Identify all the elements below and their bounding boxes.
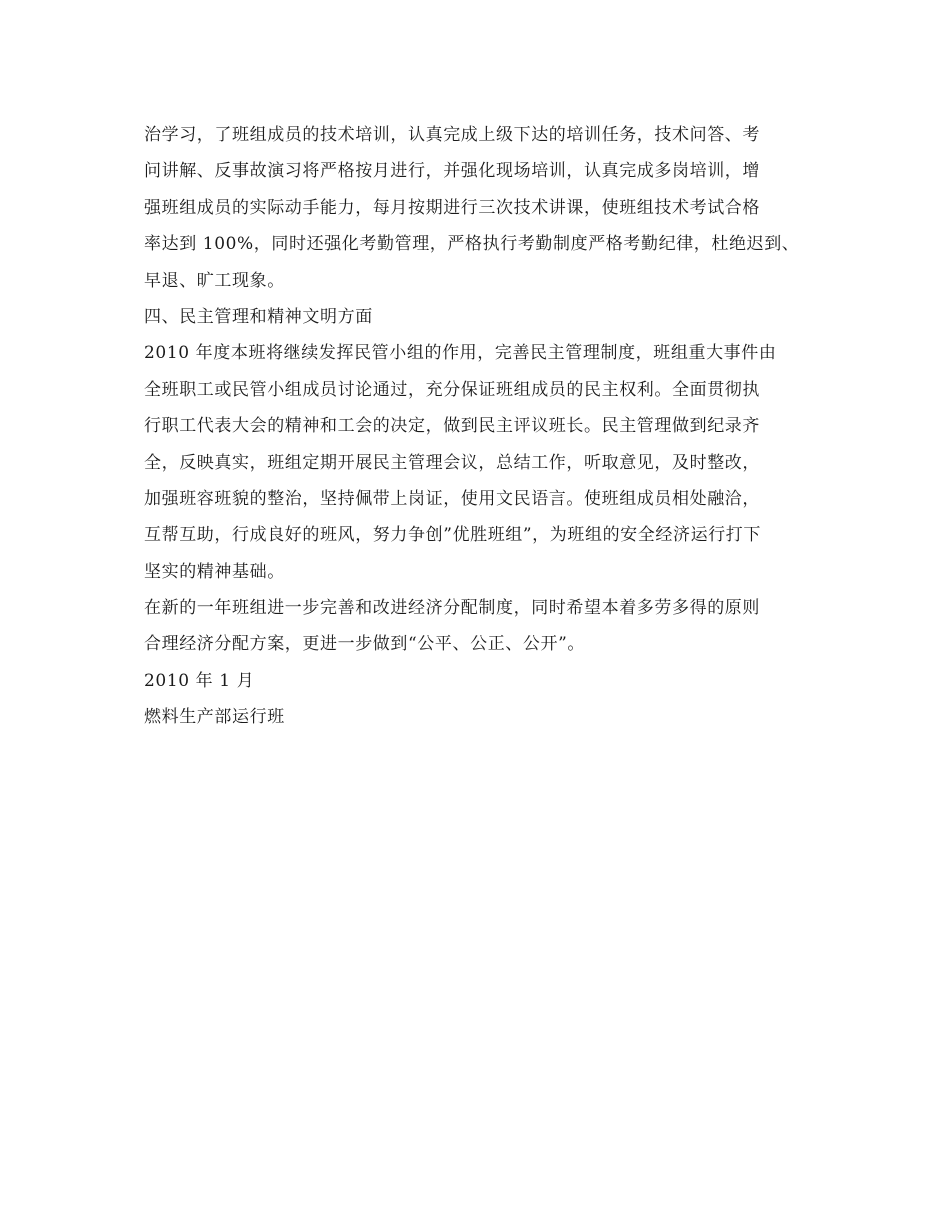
- document-signature: 燃料生产部运行班: [144, 707, 285, 728]
- paragraph-line: 治学习，了班组成员的技术培训，认真完成上级下达的培训任务，技术问答、考: [144, 125, 760, 145]
- paragraph-line: 2010 年度本班将继续发挥民管小组的作用，完善民主管理制度，班组重大事件由: [144, 343, 777, 364]
- paragraph-line: 行职工代表大会的精神和工会的决定，做到民主评议班长。民主管理做到纪录齐: [144, 416, 760, 437]
- paragraph-line: 强班组成员的实际动手能力，每月按期进行三次技术讲课，使班组技术考试合格: [144, 197, 760, 218]
- paragraph-line: 互帮互助，行成良好的班风，努力争创”优胜班组”，为班组的安全经济运行打下: [144, 525, 761, 546]
- paragraph-line: 坚实的精神基础。: [144, 561, 285, 582]
- paragraph-line: 合理经济分配方案，更进一步做到“公平、公正、公开”。: [144, 634, 585, 655]
- paragraph-line: 问讲解、反事故演习将严格按月进行，并强化现场培训，认真完成多岗培训，增: [144, 161, 760, 182]
- paragraph-line: 在新的一年班组进一步完善和改进经济分配制度，同时希望本着多劳多得的原则: [144, 598, 760, 619]
- paragraph-line: 全，反映真实，班组定期开展民主管理会议，总结工作，听取意见，及时整改，: [144, 452, 760, 473]
- paragraph-line: 全班职工或民管小组成员讨论通过，充分保证班组成员的民主权利。全面贯彻执: [144, 379, 760, 400]
- section-heading: 四、民主管理和精神文明方面: [144, 306, 373, 327]
- paragraph-line: 早退、旷工现象。: [144, 270, 285, 291]
- document-date: 2010 年 1 月: [144, 670, 255, 691]
- paragraph-line: 加强班容班貌的整治，坚持佩带上岗证，使用文民语言。使班组成员相处融洽，: [144, 488, 760, 509]
- document-body: [144, 117, 824, 736]
- paragraph-line: 率达到 100%，同时还强化考勤管理，严格执行考勤制度严格考勤纪律，杜绝迟到、: [144, 234, 800, 255]
